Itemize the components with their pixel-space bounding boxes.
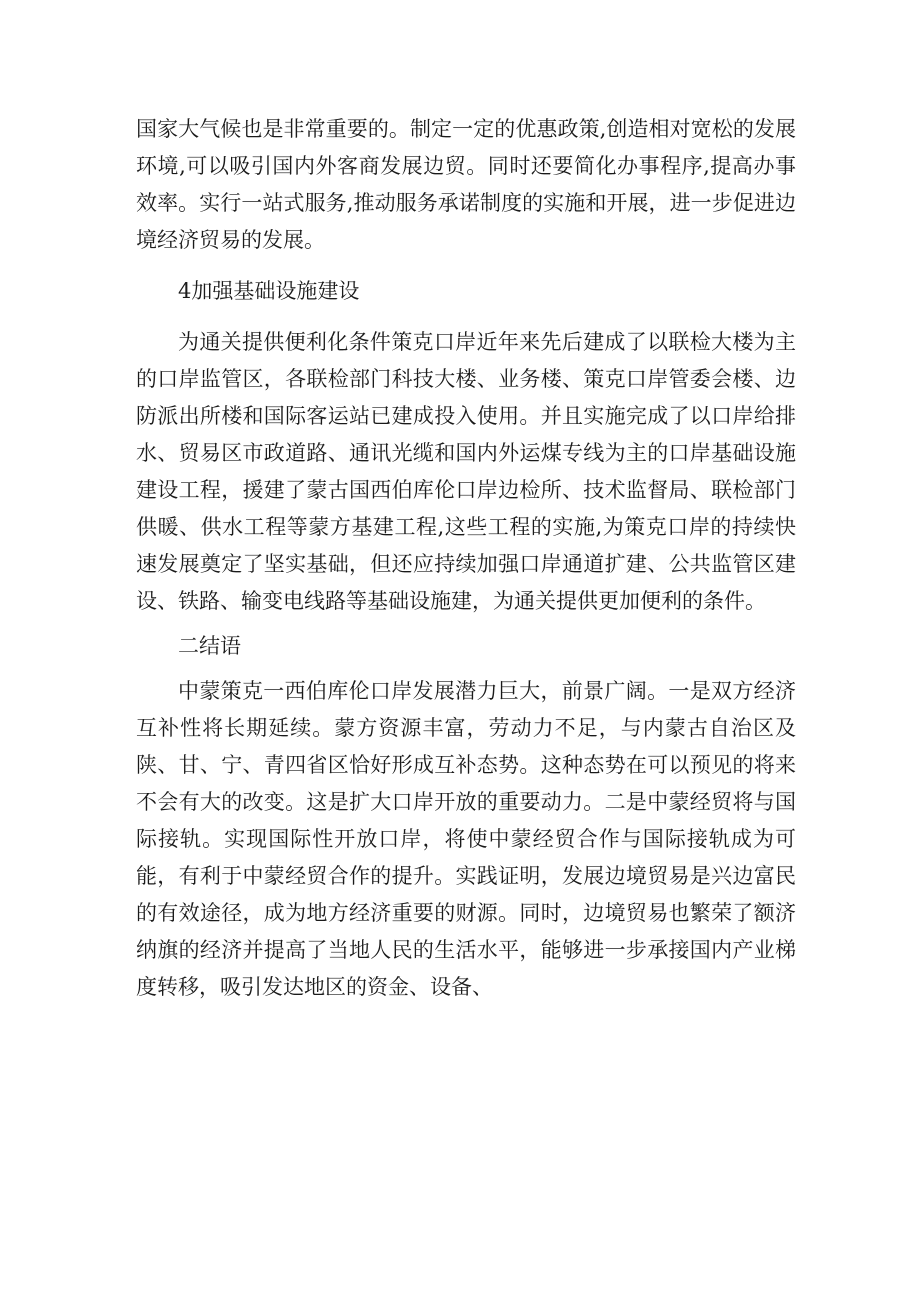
document-body	[136, 111, 796, 1006]
spacer	[136, 310, 796, 324]
paragraph-policy-environment: 国家大气候也是非常重要的。制定一定的优惠政策,创造相对宽松的发展环境,可以吸引国内外客商发展边贸。同时还要简化办事程序,提高办事效率。实行一站式服务,推动服务承诺制度的实施和开展，进一步促进边境经济贸易的发展。	[136, 117, 796, 252]
section-heading-infrastructure: 4加强基础设施建设	[178, 279, 360, 303]
paragraph-infrastructure: 为通关提供便利化条件策克口岸近年来先后建成了以联检大楼为主的口岸监管区，各联检部门科技大楼、业务楼、策克口岸管委会楼、边防派出所楼和国际客运站已建成投入使用。并且实施完成了以口岸给排水、贸易区市政道路、通讯光缆和国内外运煤专线为主的口岸基础设施建设工程，援建了蒙古国西伯库伦口岸边检所、技术监督局、联检部门供暖、供水工程等蒙方基建工程,这些工程的实施,为策克口岸的持续快速发展奠定了坚实基础，但还应持续加强口岸通道扩建、公共监管区建设、铁路、输变电线路等基础设施建，为通关提供更加便利的条件。	[136, 330, 796, 613]
spacer	[136, 665, 796, 673]
spacer	[136, 259, 796, 273]
section-heading-conclusion: 二结语	[178, 634, 241, 658]
paragraph-conclusion: 中蒙策克一西伯库伦口岸发展潜力巨大，前景广阔。一是双方经济互补性将长期延续。蒙方资源丰富，劳动力不足，与内蒙古自治区及陕、甘、宁、青四省区恰好形成互补态势。这种态势在可以预见的将来不会有大的改变。这是扩大口岸开放的重要动力。二是中蒙经贸将与国际接轨。实现国际性开放口岸，将使中蒙经贸合作与国际接轨成为可能，有利于中蒙经贸合作的提升。实践证明，发展边境贸易是兴边富民的有效途径，成为地方经济重要的财源。同时，边境贸易也繁荣了额济纳旗的经济并提高了当地人民的生活水平，能够进一步承接国内产业梯度转移，吸引发达地区的资金、设备、	[136, 679, 796, 999]
spacer	[136, 620, 796, 628]
